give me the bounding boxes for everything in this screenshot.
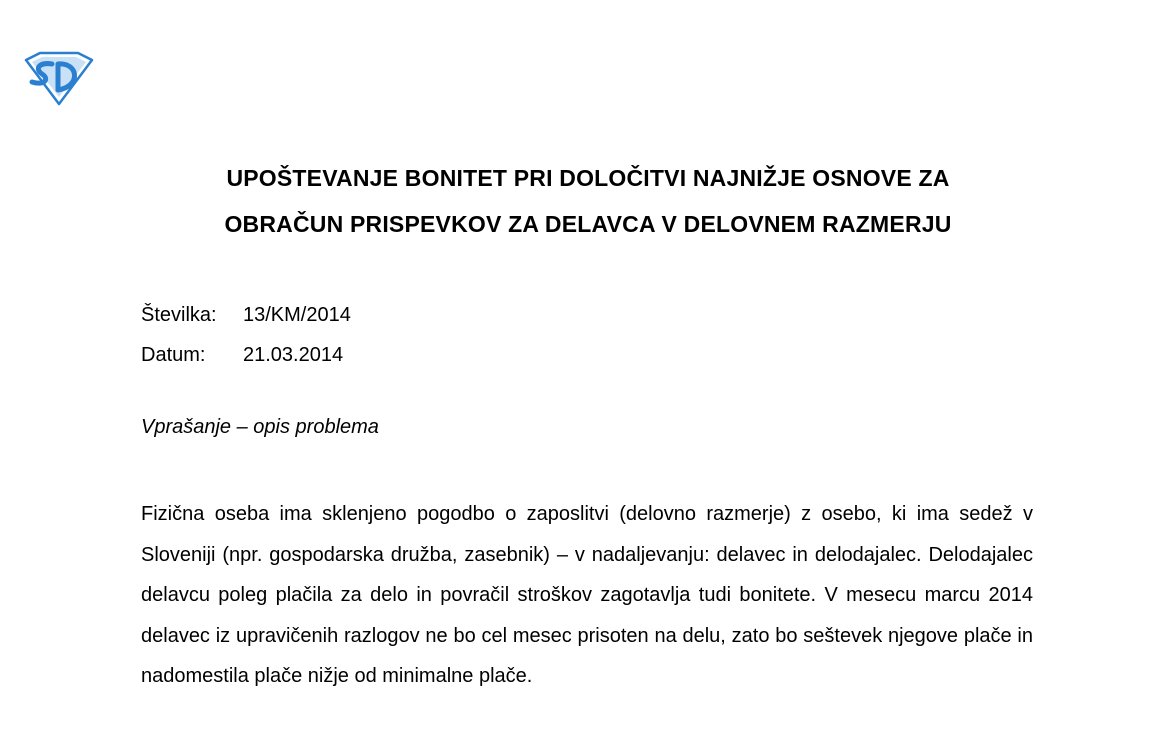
date-label: Datum:: [141, 344, 206, 366]
number-value: 13/KM/2014: [243, 304, 351, 326]
sd-shield-logo-icon: [22, 50, 96, 106]
section-heading: Vprašanje – opis problema: [141, 416, 379, 438]
document-meta: [141, 295, 351, 375]
title-line-2: OBRAČUN PRISPEVKOV ZA DELAVCA V DELOVNEM RAZMERJU: [224, 211, 952, 237]
number-label: Številka:: [141, 304, 217, 326]
date-value: 21.03.2014: [243, 344, 344, 366]
document-title: [0, 155, 1157, 247]
title-line-1: UPOŠTEVANJE BONITET PRI DOLOČITVI NAJNIŽJE OSNOVE ZA: [226, 165, 950, 191]
problem-paragraph: Fizična oseba ima sklenjeno pogodbo o zaposlitvi (delovno razmerje) z osebo, ki ima sedež v Sloveniji (npr. gospodarska družba, zasebnik) – v nadaljevanju: delavec in delodajalec. Delodajalec delavcu poleg plačila za delo in povračil stroškov zagotavlja tudi bonitete. V mesecu marcu 2014 delavec iz upravičenih razlogov ne bo cel mesec prisoten na delu, zato bo seštevek njegove plače in nadomestila plače nižje od minimalne plače.: [141, 503, 1033, 687]
number-row: [141, 295, 351, 335]
date-row: [141, 335, 351, 375]
